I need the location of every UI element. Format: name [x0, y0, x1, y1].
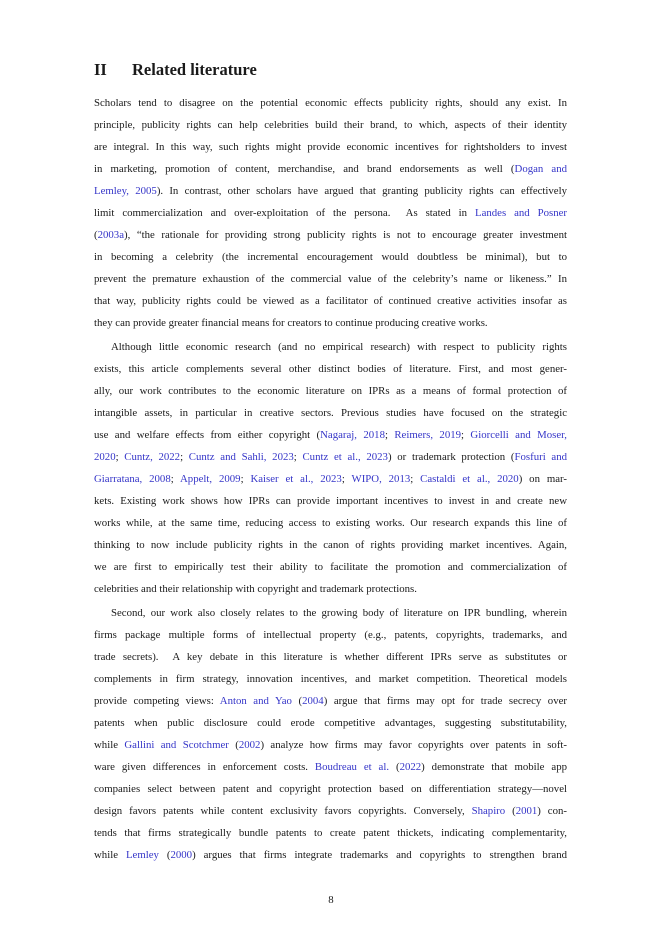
- text-segment: ally, our work contributes to the economic literature on IPRs as a means of formal protection of: [94, 385, 567, 397]
- body-text: [94, 92, 567, 868]
- text-line: [94, 290, 567, 312]
- text-line: [94, 602, 567, 624]
- citation-link[interactable]: Cuntz, 2022: [124, 451, 181, 463]
- text-segment: ) argues that firms integrate trademarks and copyrights to strengthen brand: [192, 849, 568, 861]
- text-segment: (: [158, 849, 171, 861]
- text-line: [94, 844, 567, 866]
- section-heading: [94, 60, 257, 80]
- text-segment: ) demonstrate that mobile app: [421, 761, 567, 773]
- text-line: [94, 446, 567, 468]
- text-segment: ) on mar-: [518, 473, 567, 485]
- text-line: [94, 512, 567, 534]
- text-segment: (: [389, 761, 400, 773]
- text-segment: celebrities and their relationship with copyright and trademark protections.: [94, 583, 417, 595]
- text-segment: provide competing views:: [94, 695, 220, 707]
- text-segment: we are first to empirically test their ability to facilitate the promotion and commercialization of: [94, 561, 567, 573]
- text-segment: ;: [170, 473, 180, 485]
- text-segment: Scholars tend to disagree on the potential economic effects publicity rights, should any exist. In: [94, 97, 567, 109]
- citation-link[interactable]: 2022: [399, 761, 422, 773]
- text-segment: while: [94, 739, 125, 751]
- text-line: [94, 624, 567, 646]
- text-segment: ). In contrast, other scholars have argued that granting publicity rights can effectively: [156, 185, 567, 197]
- text-line: [94, 534, 567, 556]
- text-segment: intangible assets, in particular in creative sectors. Previous studies have focused on the strategic: [94, 407, 567, 419]
- citation-link[interactable]: WIPO, 2013: [351, 473, 411, 485]
- citation-link[interactable]: Cuntz et al., 2023: [302, 451, 388, 463]
- text-line: [94, 424, 567, 446]
- text-segment: use and welfare effects from either copyright (: [94, 429, 321, 441]
- paragraph: [94, 602, 567, 866]
- text-segment: ware given differences in enforcement costs.: [94, 761, 315, 773]
- citation-link[interactable]: 2003a: [97, 229, 124, 241]
- text-segment: kets. Existing work shows how IPRs can provide important incentives to invest in and create new: [94, 495, 567, 507]
- text-line: [94, 268, 567, 290]
- citation-link[interactable]: Gallini and Scotchmer: [124, 739, 229, 751]
- citation-link[interactable]: Giarratana, 2008: [94, 473, 171, 485]
- text-line: [94, 402, 567, 424]
- text-line: [94, 224, 567, 246]
- citation-link[interactable]: Reimers, 2019: [394, 429, 462, 441]
- text-segment: ;: [384, 429, 395, 441]
- text-line: [94, 690, 567, 712]
- text-line: [94, 668, 567, 690]
- text-line: [94, 158, 567, 180]
- text-segment: principle, publicity rights can help celebrities build their brand, to which, aspects of their identity: [94, 119, 567, 131]
- text-line: [94, 358, 567, 380]
- text-segment: patents when public disclosure could erode competitive advantages, suggesting substitutability,: [94, 717, 567, 729]
- text-line: [94, 468, 567, 490]
- text-line: [94, 202, 567, 224]
- citation-link[interactable]: Giorcelli and Moser,: [470, 429, 567, 441]
- section-title: Related literature: [132, 60, 257, 79]
- citation-link[interactable]: 2000: [170, 849, 193, 861]
- text-line: [94, 712, 567, 734]
- text-segment: trade secrets). A key debate in this literature is whether different IPRs serve as substitutes or: [94, 651, 567, 663]
- text-segment: ;: [180, 451, 189, 463]
- citation-link[interactable]: Dogan and: [514, 163, 567, 175]
- text-line: [94, 136, 567, 158]
- text-segment: thinking to now include publicity rights in the canon of rights providing market incentives. Again,: [94, 539, 567, 551]
- citation-link[interactable]: 2002: [238, 739, 261, 751]
- text-line: [94, 556, 567, 578]
- text-line: [94, 92, 567, 114]
- citation-link[interactable]: Nagaraj, 2018: [320, 429, 385, 441]
- text-segment: prevent the premature exhaustion of the commercial value of the celebrity’s name or likeness.” In: [94, 273, 567, 285]
- citation-link[interactable]: 2020: [94, 451, 116, 463]
- text-segment: ;: [341, 473, 352, 485]
- text-line: [94, 734, 567, 756]
- text-segment: ) argue that firms may opt for trade secrecy over: [323, 695, 567, 707]
- text-segment: complements in firm strategy, innovation incentives, and market competition. Theoretical models: [94, 673, 567, 685]
- citation-link[interactable]: Fosfuri and: [514, 451, 567, 463]
- text-segment: ) or trademark protection (: [387, 451, 515, 463]
- text-segment: firms package multiple forms of intellectual property (e.g., patents, copyrights, trademarks, and: [94, 629, 567, 641]
- text-segment: in marketing, promotion of content, merchandise, and brand endorsements as well (: [94, 163, 515, 175]
- text-line: [94, 578, 567, 600]
- text-line: [94, 336, 567, 358]
- text-segment: companies select between patent and copyright protection based on differentiation strategy—novel: [94, 783, 567, 795]
- text-segment: (: [291, 695, 303, 707]
- text-segment: (: [94, 229, 98, 241]
- citation-link[interactable]: 2001: [515, 805, 538, 817]
- citation-link[interactable]: Castaldi et al., 2020: [420, 473, 519, 485]
- text-segment: ) con-: [537, 805, 567, 817]
- text-segment: works while, at the same time, reducing access to existing works. Our research expands this line of: [94, 517, 567, 529]
- text-segment: Second, our work also closely relates to the growing body of literature on IPR bundling, wherein: [111, 607, 567, 619]
- text-segment: that way, publicity rights could be viewed as a facilitator of continued creative activities insofar as: [94, 295, 567, 307]
- citation-link[interactable]: Cuntz and Sahli, 2023: [188, 451, 294, 463]
- text-segment: ) analyze how firms may favor copyrights over patents in soft-: [260, 739, 568, 751]
- paragraph: [94, 92, 567, 334]
- citation-link[interactable]: Kaiser et al., 2023: [250, 473, 342, 485]
- citation-link[interactable]: Anton and Yao: [219, 695, 292, 707]
- citation-link[interactable]: Appelt, 2009: [180, 473, 241, 485]
- text-segment: design favors patents while content exclusivity favors copyrights. Conversely,: [94, 805, 472, 817]
- citation-link[interactable]: Boudreau et al.: [314, 761, 390, 773]
- text-line: [94, 380, 567, 402]
- text-segment: ;: [461, 429, 471, 441]
- text-segment: ;: [293, 451, 303, 463]
- page-number: 8: [328, 894, 334, 906]
- text-segment: in becoming a celebrity (the incremental encouragement would doubtless be minimal), but to: [94, 251, 567, 263]
- text-line: [94, 778, 567, 800]
- text-segment: limit commercialization and over-exploitation of the persona. As stated in: [94, 207, 475, 219]
- text-segment: while: [94, 849, 126, 861]
- text-segment: ;: [410, 473, 421, 485]
- text-segment: ;: [240, 473, 251, 485]
- citation-link[interactable]: Lemley, 2005: [94, 185, 157, 197]
- text-segment: (: [228, 739, 239, 751]
- text-segment: Although little economic research (and no empirical research) with respect to publicity rights: [111, 341, 567, 353]
- text-segment: they can provide greater financial means for creators to continue producing creative works.: [94, 317, 488, 329]
- text-segment: ), “the rationale for providing strong publicity rights is not to encourage greater investment: [124, 229, 567, 241]
- text-segment: tends that firms strategically bundle patents to create patent thickets, indicating complementarity,: [94, 827, 567, 839]
- citation-link[interactable]: Shapiro: [471, 805, 506, 817]
- text-line: [94, 756, 567, 778]
- text-line: [94, 180, 567, 202]
- citation-link[interactable]: Lemley: [125, 849, 159, 861]
- text-segment: are integral. In this way, such rights might provide economic incentives for rightsholders to invest: [94, 141, 567, 153]
- citation-link[interactable]: Landes and Posner: [475, 207, 567, 219]
- text-line: [94, 646, 567, 668]
- text-segment: (: [505, 805, 516, 817]
- text-line: [94, 800, 567, 822]
- section-number: II: [94, 60, 107, 79]
- text-line: [94, 246, 567, 268]
- text-line: [94, 114, 567, 136]
- text-segment: ;: [115, 451, 125, 463]
- citation-link[interactable]: 2004: [302, 695, 324, 707]
- paragraph: [94, 336, 567, 600]
- text-line: [94, 490, 567, 512]
- text-line: [94, 312, 567, 334]
- text-segment: exists, this article complements several other distinct bodies of literature. First, and most gener-: [94, 363, 567, 375]
- text-line: [94, 822, 567, 844]
